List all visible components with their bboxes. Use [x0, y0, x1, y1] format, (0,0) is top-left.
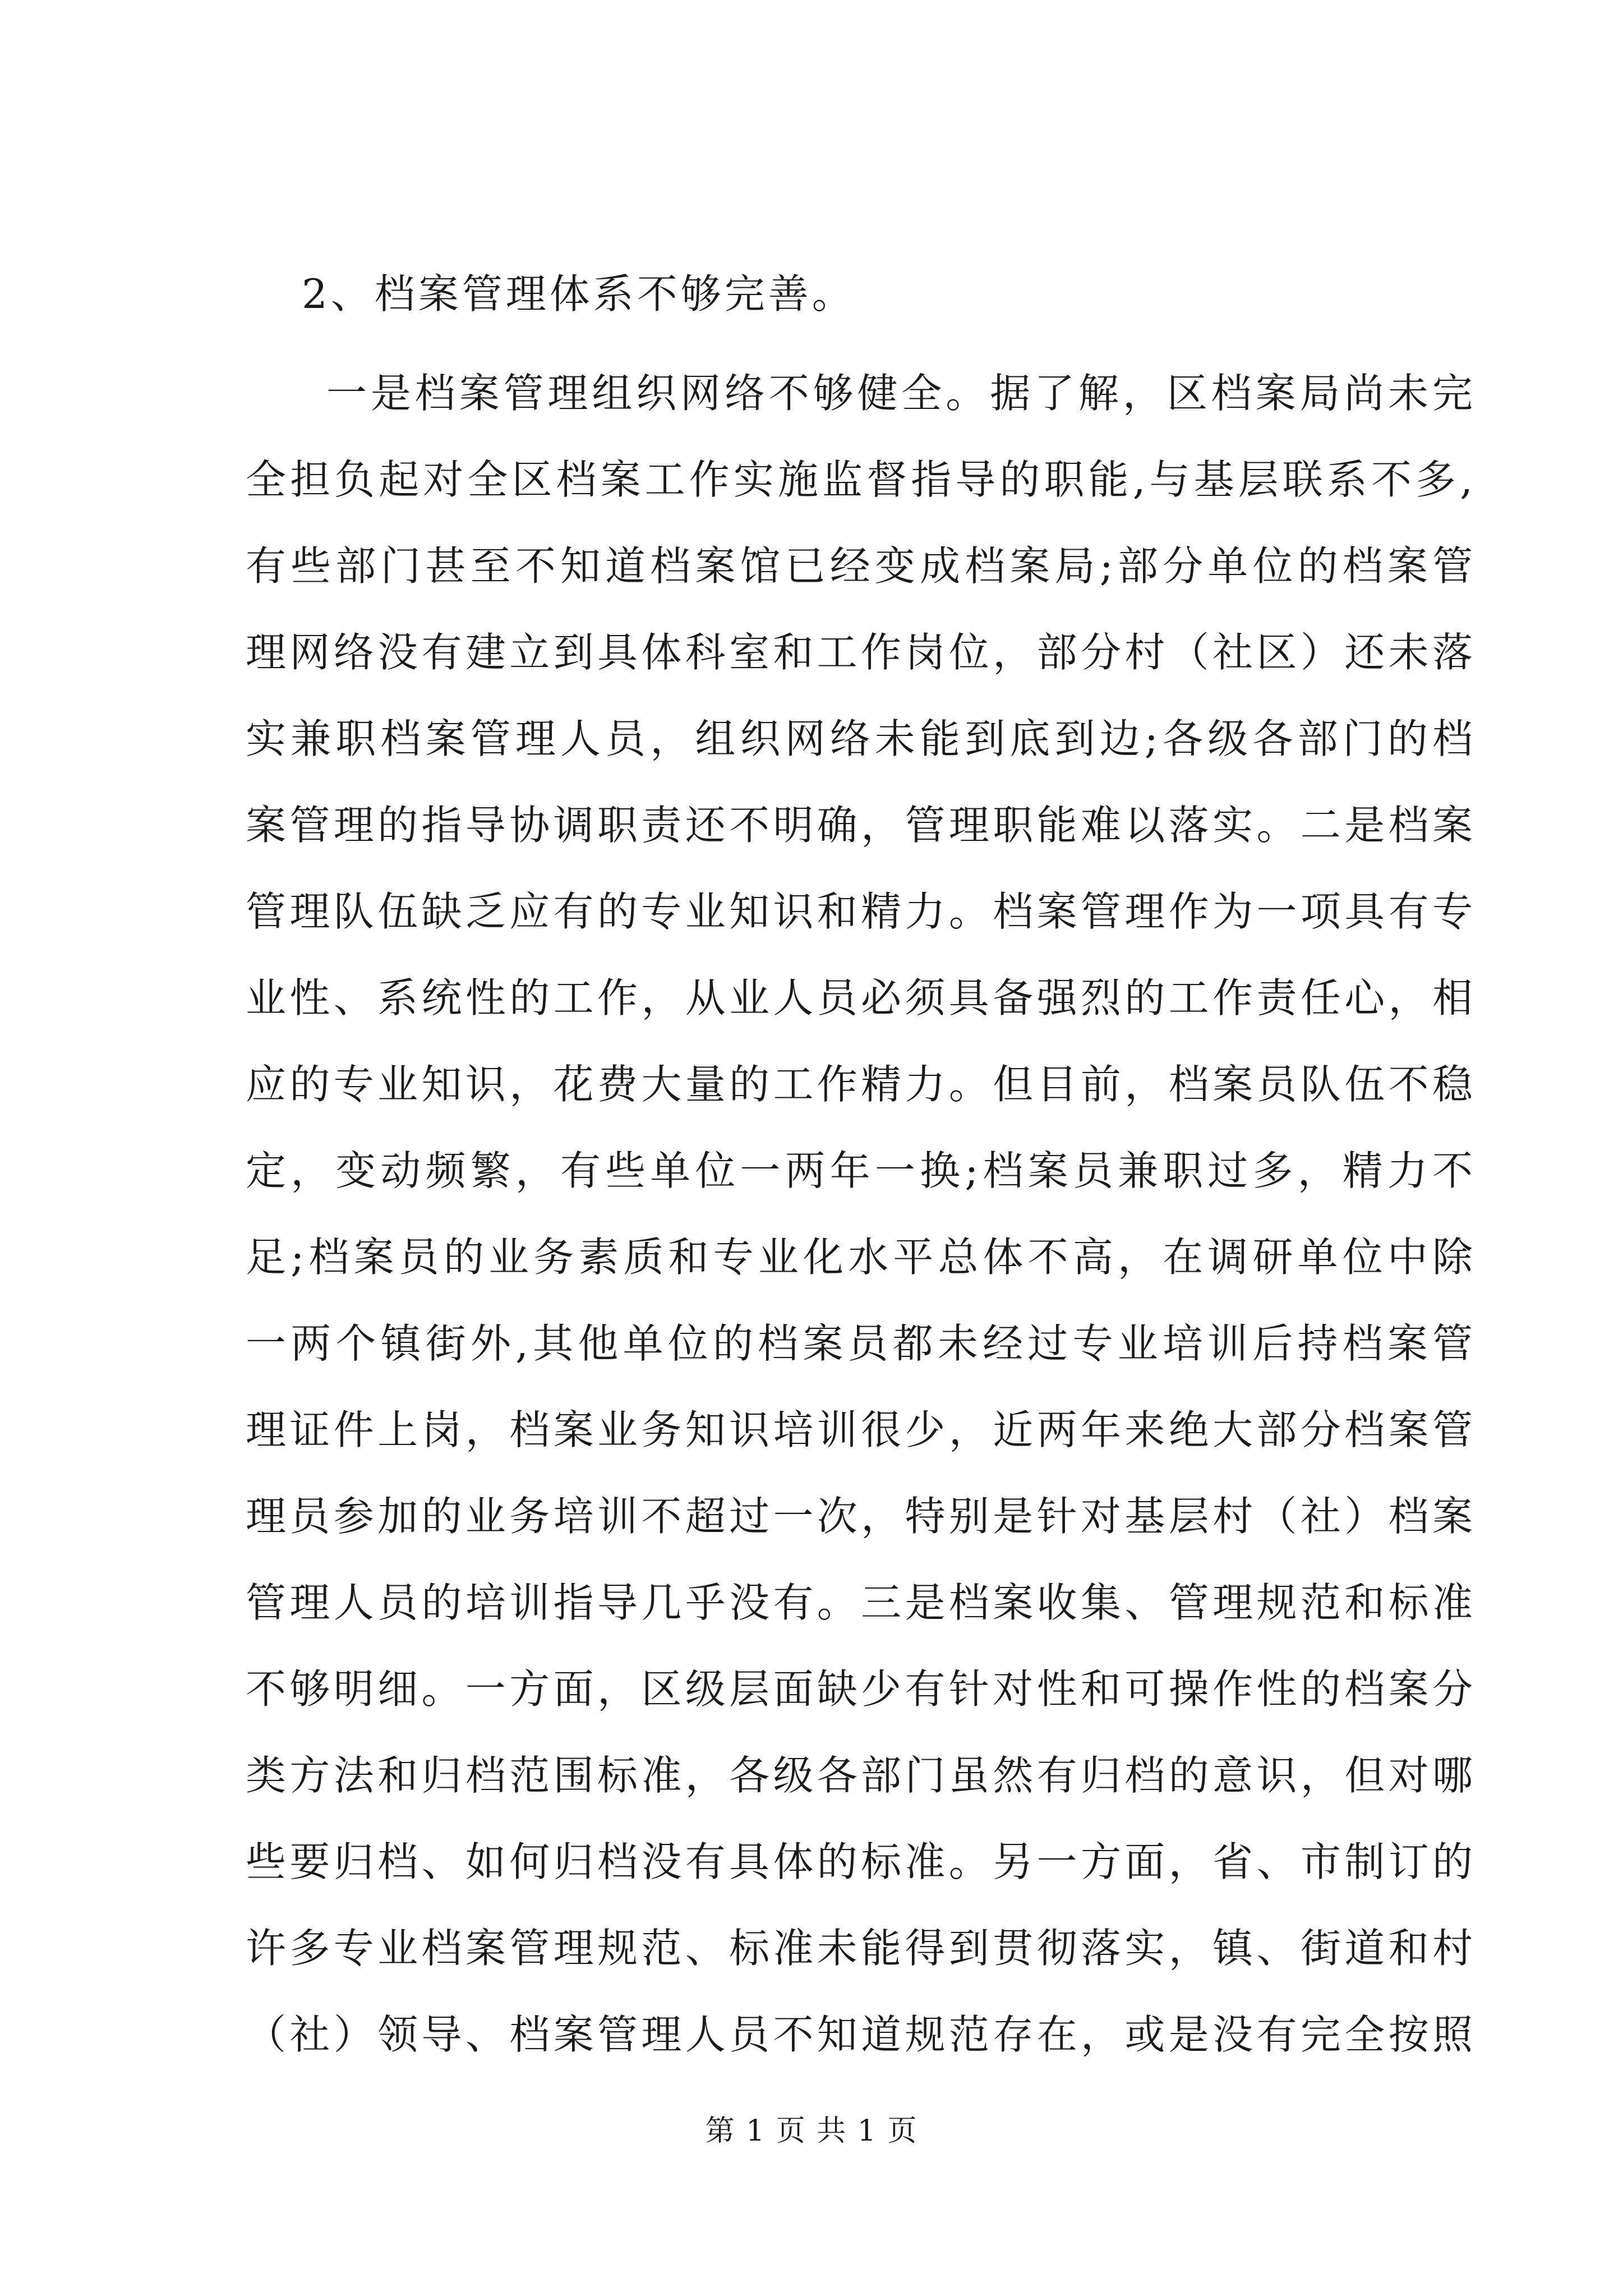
- paragraph-line: 理员参加的业务培训不超过一次，特别是针对基层村（社）档案: [246, 1493, 1474, 1540]
- paragraph-line: 类方法和归档范围标准，各级各部门虽然有归档的意识，但对哪: [246, 1752, 1474, 1799]
- paragraph-line: 实兼职档案管理人员，组织网络未能到底到边;各级各部门的档: [246, 715, 1474, 762]
- paragraph-line: 管理人员的培训指导几乎没有。三是档案收集、管理规范和标准: [246, 1579, 1474, 1626]
- section-heading: 2、档案管理体系不够完善。: [302, 270, 856, 318]
- paragraph-line: 业性、系统性的工作，从业人员必须具备强烈的工作责任心，相: [246, 974, 1474, 1022]
- paragraph: [246, 350, 1474, 2078]
- paragraph-line: 理网络没有建立到具体科室和工作岗位，部分村（社区）还未落: [246, 629, 1474, 676]
- paragraph-line: 一是档案管理组织网络不够健全。据了解，区档案局尚未完: [326, 370, 1474, 417]
- paragraph-line: 案管理的指导协调职责还不明确，管理职能难以落实。二是档案: [246, 802, 1474, 849]
- paragraph-line: （社）领导、档案管理人员不知道规范存在，或是没有完全按照: [246, 2011, 1474, 2058]
- paragraph-line: 一两个镇街外,其他单位的档案员都未经过专业培训后持档案管: [246, 1320, 1474, 1367]
- paragraph-line: 不够明细。一方面，区级层面缺少有针对性和可操作性的档案分: [246, 1665, 1474, 1713]
- document-content: [246, 264, 1474, 2078]
- paragraph-line: 应的专业知识，花费大量的工作精力。但目前，档案员队伍不稳: [246, 1061, 1474, 1108]
- paragraph-line: 些要归档、如何归档没有具体的标准。另一方面，省、市制订的: [246, 1838, 1474, 1885]
- paragraph-line: 许多专业档案管理规范、标准未能得到贯彻落实，镇、街道和村: [246, 1925, 1474, 1972]
- paragraph-line: 理证件上岗，档案业务知识培训很少，近两年来绝大部分档案管: [246, 1406, 1474, 1453]
- paragraph-line: 管理队伍缺乏应有的专业知识和精力。档案管理作为一项具有专: [246, 888, 1474, 935]
- paragraph-line: 全担负起对全区档案工作实施监督指导的职能,与基层联系不多,: [246, 456, 1474, 503]
- paragraph-line: 定，变动频繁，有些单位一两年一换;档案员兼职过多，精力不: [246, 1147, 1474, 1194]
- paragraph-line: 足;档案员的业务素质和专业化水平总体不高，在调研单位中除: [246, 1234, 1474, 1281]
- page-number-footer: 第 1 页 共 1 页: [705, 2114, 918, 2148]
- paragraph-line: 有些部门甚至不知道档案馆已经变成档案局;部分单位的档案管: [246, 542, 1474, 590]
